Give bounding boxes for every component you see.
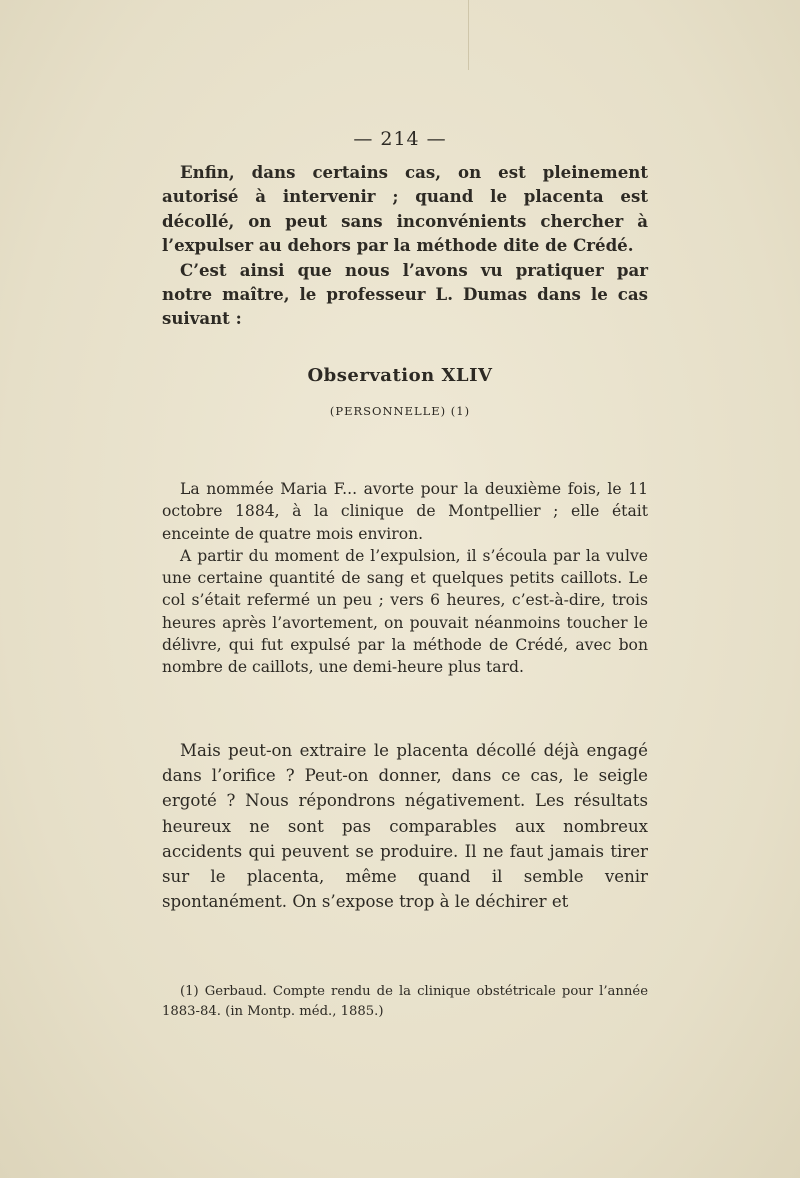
case-paragraph: La nommée Maria F... avorte pour la deuxième fois, le 11 octobre 1884, à la clinique de Montpellier ; elle était enceinte de quatre mois environ. bbox=[162, 480, 648, 543]
observation-title: Observation XLIV bbox=[307, 365, 493, 386]
page-number: — 214 — bbox=[353, 128, 447, 150]
intro-section bbox=[162, 160, 648, 331]
case-paragraph: A partir du moment de l’expulsion, il s’écoula par la vulve une certaine quantité de sang et quelques petits caillots. Le col s’était refermé un peu ; vers 6 heures, c’est-à-dire, trois heures après l’avortement, on pouvait néanmoins toucher le délivre, qui fut expulsé par la méthode de Crédé, avec bon nombre de caillots, une demi-heure plus tard. bbox=[162, 546, 648, 677]
footnote-text: (1) Gerbaud. Compte rendu de la clinique obstétricale pour l’année 1883-84. (in Montp. méd., 1885.) bbox=[162, 984, 648, 1019]
observation-subtitle: (PERSONNELLE) (1) bbox=[329, 404, 471, 418]
footnote-section bbox=[162, 982, 648, 1022]
discussion-section bbox=[162, 738, 648, 914]
intro-paragraph: C’est ainsi que nous l’avons vu pratiquer par notre maître, le professeur L. Dumas dans le cas suivant : bbox=[162, 259, 648, 329]
page-fold-mark bbox=[468, 0, 469, 70]
case-section bbox=[162, 478, 648, 679]
discussion-paragraph: Mais peut-on extraire le placenta décollé déjà engagé dans l’orifice ? Peut-on donner, dans ce cas, le seigle ergoté ? Nous répondrons négativement. Les résultats heureux ne sont pas comparables aux nombreux accidents qui peuvent se produire. Il ne faut jamais tirer sur le placenta, même quand il semble venir spontanément. On s’expose trop à le déchirer et bbox=[162, 741, 648, 912]
intro-paragraph: Enfin, dans certains cas, on est pleinement autorisé à intervenir ; quand le placenta est décollé, on peut sans inconvénients chercher à l’expulser au dehors par la méthode dite de Crédé. bbox=[162, 162, 648, 256]
